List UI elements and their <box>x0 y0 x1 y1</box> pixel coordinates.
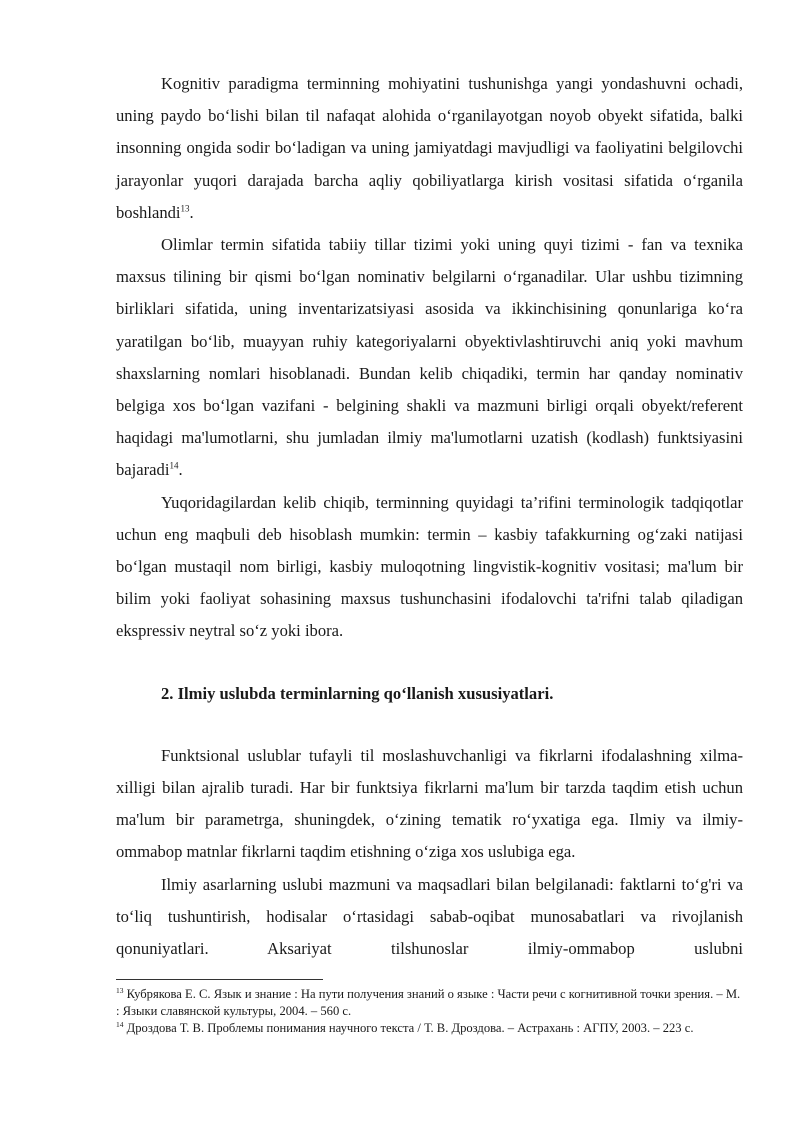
footnote-number: 14 <box>116 1019 124 1029</box>
paragraph-5: Ilmiy asarlarning uslubi mazmuni va maqsadlari bilan belgilanadi: faktlarni toʻg'ri va toʻliq tushuntirish, hodisalar oʻrtasidagi sabab-oqibat munosabatlari va rivojlanish qonuniyatlari. Aksariyat tilshunoslar ilmiy-ommabop uslubni <box>116 874 743 959</box>
footnote-text: Дроздова Т. В. Проблемы понимания научного текста / Т. В. Дроздова. – Астрахань : АГПУ, 2003. – 223 с. <box>126 1021 694 1035</box>
section-heading: 2. Ilmiy uslubda terminlarning qoʻllanish xususiyatlari. <box>161 683 554 703</box>
paragraph-3: Yuqoridagilardan kelib chiqib, terminning quyidagi ta’rifini terminologik tadqiqotlar uchun eng maqbuli deb hisoblash mumkin: termin – kasbiy tafakkurning ogʻzaki natijasi boʻlgan mustaqil nom birligi, kasbiy muloqotning lingvistik-kognitiv vositasi; ma'lum bir bilim yoki faoliyat sohasining maxsus tushunchasini ifodalovchi ta'rifni talab qiladigan ekspressiv neytral soʻz yoki ibora. <box>116 492 743 641</box>
footnote-14 <box>116 1020 743 1037</box>
footnote-number: 13 <box>116 985 124 995</box>
footnote-text: Кубрякова Е. С. Язык и знание : На пути получения знаний о языке : Части речи с когнитивной точки зрения. – М. : Языки славянской культуры, 2004. – 560 с. <box>116 987 741 1018</box>
document-body <box>116 68 743 965</box>
footnotes <box>116 986 743 1037</box>
footnote-13 <box>116 986 743 1020</box>
paragraph-1: Kognitiv paradigma terminning mohiyatini tushunishga yangi yondashuvni ochadi, uning paydo boʻlishi bilan til nafaqat alohida oʻrganilayotgan noyob obyekt sifatida, balki insonning ongida sodir boʻladigan va uning jamiyatdagi mavjudligi va faoliyatini belgilovchi jarayonlar yuqori darajada barcha aqliy qobiliyatlarga kirish vositasi sifatida oʻrganila boshlandi$^{13}$. <box>116 74 743 222</box>
paragraph-2: Olimlar termin sifatida tabiiy tillar tizimi yoki uning quyi tizimi - fan va texnika maxsus tilining bir qismi boʻlgan nominativ belgilarni oʻrganadilar. Ular ushbu tizimning birliklari sifatida, uning inventarizatsiyasi asosida va ikkinchisining qonunlariga koʻra yaratilgan boʻlib, muayyan ruhiy kategoriyalarni obyektivlashtiruvchi aniq yoki mavhum shaxslarning nomlari hisoblanadi. Bundan kelib chiqadiki, termin har qanday nominativ belgiga xos boʻlgan vazifani - belgining shakli va mazmuni birligi orqali obyekt/referent haqidagi ma'lumotlarni, shu jumladan ilmiy ma'lumotlarni uzatish (kodlash) funktsiyasini bajaradi$^{14}$. <box>116 235 743 480</box>
paragraph-4: Funktsional uslublar tufayli til moslashuvchanligi va fikrlarni ifodalashning xilma-xilligi bilan ajralib turadi. Har bir funktsiya fikrlarni ma'lum bir tarzda taqdim etish uchun ma'lum bir parametrga, shuningdek, oʻzining tematik roʻyxatiga ega. Ilmiy va ilmiy-ommabop matnlar fikrlarni taqdim etishning oʻziga xos uslubiga ega. <box>116 745 743 862</box>
footnote-ref-14[interactable]: 14 <box>169 460 179 471</box>
footnote-separator <box>116 979 323 980</box>
footnote-ref-13[interactable]: 13 <box>180 203 190 214</box>
